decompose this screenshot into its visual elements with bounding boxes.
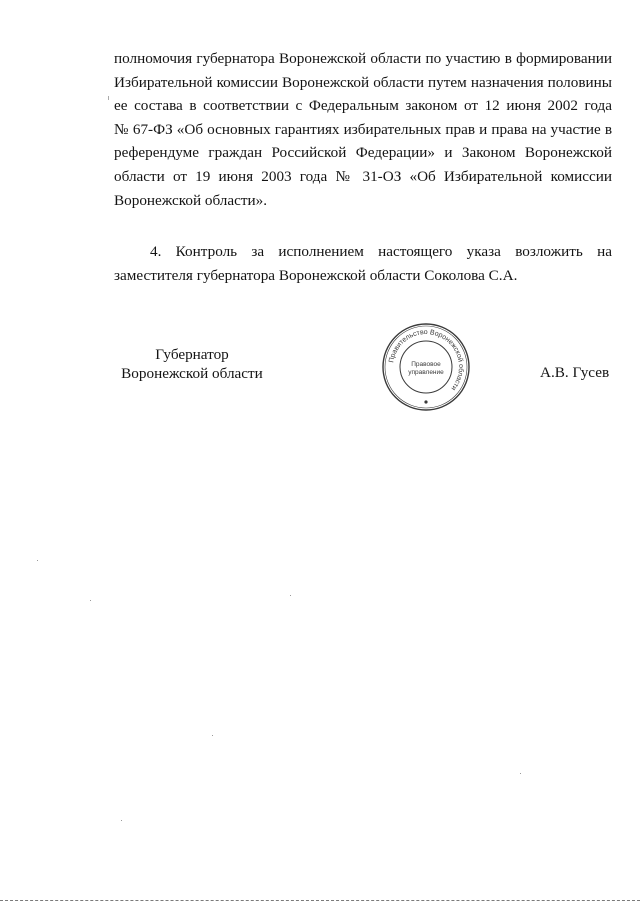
signatory-name: А.В. Гусев (540, 364, 610, 381)
text-line: 4. Контроль за исполнением настоящего указа возложить на (150, 243, 612, 260)
signatory-title (112, 345, 272, 383)
text-line: Воронежской области». (114, 191, 268, 209)
scan-speck (37, 560, 38, 561)
paragraph-continuation (114, 47, 612, 212)
text-line: референдуме граждан Российской Федерации» и Законом Воронежской (114, 144, 612, 162)
signatory-title-line: Губернатор (155, 346, 229, 363)
seal-center-line: управление (408, 369, 444, 376)
text-line: области от 19 июня 2003 года № 31-ОЗ «Об Избирательной комиссии (114, 167, 612, 185)
official-seal-stamp (381, 322, 471, 412)
scan-mark (108, 96, 109, 100)
seal-ring-text: Правительство Воронежской области (388, 328, 465, 392)
scan-speck (520, 773, 521, 774)
seal-star-icon (424, 400, 427, 403)
text-line: полномочия губернатора Воронежской области по участию в формировании (114, 50, 612, 67)
scan-speck (290, 595, 291, 596)
seal-center-line: Правовое (411, 361, 441, 368)
scan-speck (121, 820, 122, 821)
text-line: ее состава в соответствии с Федеральным законом от 12 июня 2002 года (114, 97, 612, 115)
text-line: Избирательной комиссии Воронежской области путем назначения половины (114, 73, 612, 91)
scan-speck (212, 735, 213, 736)
signatory-title-line: Воронежской области (121, 365, 263, 382)
scan-speck (90, 600, 91, 601)
text-line: заместителя губернатора Воронежской области Соколова С.А. (114, 266, 518, 284)
scan-bottom-edge (0, 900, 640, 901)
seal-graphic (381, 322, 471, 412)
item-4-paragraph (114, 240, 612, 287)
text-line: № 67-ФЗ «Об основных гарантиях избирательных прав и права на участие в (114, 120, 612, 138)
